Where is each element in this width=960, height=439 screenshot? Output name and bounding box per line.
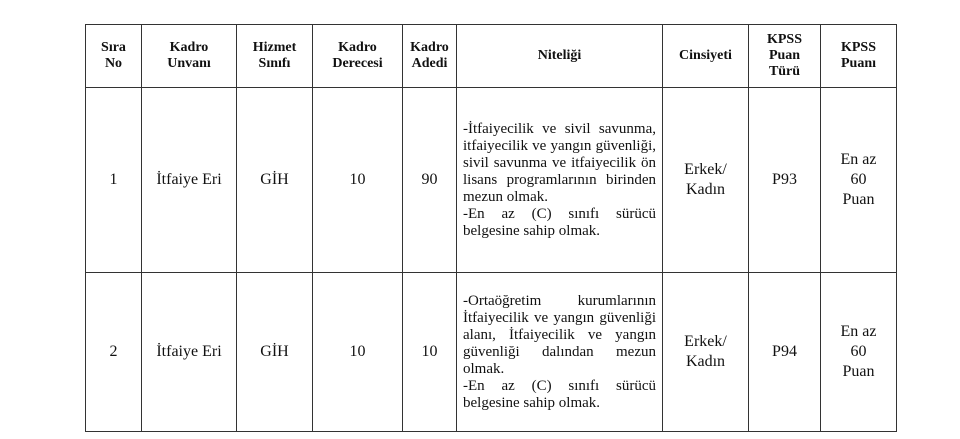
header-kpss-puani: KPSS Puanı: [821, 25, 897, 88]
cell-kadro-derecesi: 10: [313, 88, 403, 273]
header-hizmet-sinifi: Hizmet Sınıfı: [237, 25, 313, 88]
nitelik-line: -İtfaiyecilik ve sivil savunma, itfaiyecilik ve yangın güvenliği, sivil savunma ve itfaiyecilik ön lisans programlarının birinden mezun olmak.: [463, 120, 656, 205]
cell-kadro-unvani: İtfaiye Eri: [142, 88, 237, 273]
staff-positions-table: [85, 24, 897, 432]
header-cinsiyeti: Cinsiyeti: [663, 25, 749, 88]
nitelik-line: -Ortaöğretim kurumlarının İtfaiyecilik ve yangın güvenliği alanı, İtfaiyecilik ve yangın güvenliği dalından mezun olmak.: [463, 292, 656, 377]
cell-hizmet-sinifi: GİH: [237, 273, 313, 432]
cell-niteligi: [457, 273, 663, 432]
header-kadro-unvani: Kadro Unvanı: [142, 25, 237, 88]
header-kadro-derecesi: Kadro Derecesi: [313, 25, 403, 88]
cell-cinsiyeti: Erkek/ Kadın: [663, 88, 749, 273]
nitelik-line: -En az (C) sınıfı sürücü belgesine sahip olmak.: [463, 205, 656, 239]
cell-kpss-puani: En az 60 Puan: [821, 273, 897, 432]
header-sira-no: Sıra No: [86, 25, 142, 88]
header-niteligi: Niteliği: [457, 25, 663, 88]
table-row: [86, 88, 897, 273]
cell-kpss-puan-turu: P94: [749, 273, 821, 432]
table-row: [86, 273, 897, 432]
header-kpss-puan-turu: KPSS Puan Türü: [749, 25, 821, 88]
cell-sira-no: 1: [86, 88, 142, 273]
cell-kadro-adedi: 90: [403, 88, 457, 273]
cell-sira-no: 2: [86, 273, 142, 432]
cell-niteligi: [457, 88, 663, 273]
cell-kadro-derecesi: 10: [313, 273, 403, 432]
cell-kpss-puani: En az 60 Puan: [821, 88, 897, 273]
nitelik-line: -En az (C) sınıfı sürücü belgesine sahip olmak.: [463, 377, 656, 411]
cell-kpss-puan-turu: P93: [749, 88, 821, 273]
header-kadro-adedi: Kadro Adedi: [403, 25, 457, 88]
header-row: [86, 25, 897, 88]
cell-hizmet-sinifi: GİH: [237, 88, 313, 273]
cell-kadro-unvani: İtfaiye Eri: [142, 273, 237, 432]
cell-kadro-adedi: 10: [403, 273, 457, 432]
cell-cinsiyeti: Erkek/ Kadın: [663, 273, 749, 432]
